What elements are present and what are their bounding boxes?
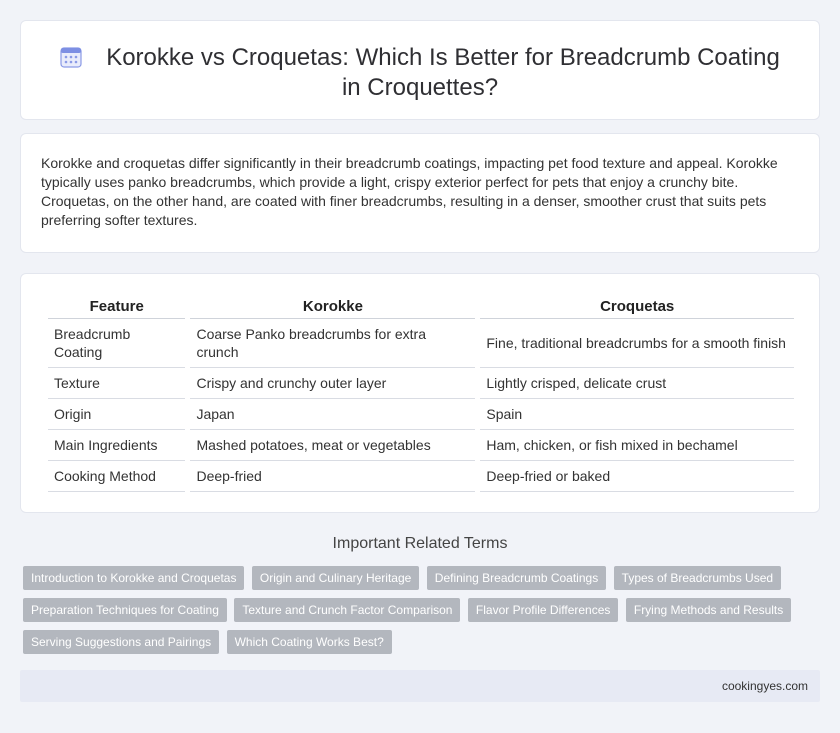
table-cell: Ham, chicken, or fish mixed in bechamel (480, 430, 794, 461)
table-row (48, 430, 794, 461)
header-korokke: Korokke (190, 294, 475, 319)
related-term-tag[interactable]: Serving Suggestions and Pairings (23, 630, 219, 654)
table-cell: Origin (48, 399, 185, 430)
table-cell: Deep-fried (190, 461, 475, 492)
table-cell: Mashed potatoes, meat or vegetables (190, 430, 475, 461)
related-term-tag[interactable]: Defining Breadcrumb Coatings (427, 566, 606, 590)
title-card (20, 20, 820, 120)
related-term-tag[interactable]: Origin and Culinary Heritage (252, 566, 419, 590)
header-croquetas: Croquetas (480, 294, 794, 319)
table-cell: Texture (48, 368, 185, 399)
related-term-tag[interactable]: Types of Breadcrumbs Used (614, 566, 781, 590)
related-term-tag[interactable]: Which Coating Works Best? (227, 630, 392, 654)
table-row (48, 461, 794, 492)
related-term-tag[interactable]: Texture and Crunch Factor Comparison (234, 598, 460, 622)
table-cell: Fine, traditional breadcrumbs for a smooth finish (480, 319, 794, 368)
table-cell: Deep-fried or baked (480, 461, 794, 492)
table-cell: Coarse Panko breadcrumbs for extra crunch (190, 319, 475, 368)
table-cell: Breadcrumb Coating (48, 319, 185, 368)
intro-card (20, 133, 820, 253)
footer (20, 670, 820, 702)
related-terms-heading: Important Related Terms (332, 535, 508, 552)
table-row (48, 368, 794, 399)
related-term-tag[interactable]: Preparation Techniques for Coating (23, 598, 227, 622)
header-feature: Feature (48, 294, 185, 319)
table-row (48, 399, 794, 430)
intro-paragraph: Korokke and croquetas differ significantly in their breadcrumb coatings, impacting pet food texture and appeal. Korokke typically uses panko breadcrumbs, which provide a light, crispy exterior perfect for pets that enjoy a crunchy bite. Croquetas, on the other hand, are coated with finer breadcrumbs, resulting in a denser, smoother crust that suits pets preferring softer textures. (41, 155, 778, 228)
comparison-table (43, 294, 799, 492)
table-cell: Cooking Method (48, 461, 185, 492)
page-title (51, 43, 789, 103)
table-cell: Spain (480, 399, 794, 430)
related-term-tag[interactable]: Flavor Profile Differences (468, 598, 619, 622)
table-cell: Main Ingredients (48, 430, 185, 461)
footer-site-link[interactable]: cookingyes.com (721, 679, 808, 693)
table-cell: Lightly crisped, delicate crust (480, 368, 794, 399)
related-term-tag[interactable]: Frying Methods and Results (626, 598, 791, 622)
page-title-text: Korokke vs Croquetas: Which Is Better for Breadcrumb Coating in Croquettes? (106, 44, 780, 101)
related-terms-list (23, 566, 823, 662)
calendar-icon (60, 46, 82, 68)
comparison-table-card (20, 273, 820, 513)
table-cell: Japan (190, 399, 475, 430)
table-row (48, 319, 794, 368)
related-term-tag[interactable]: Introduction to Korokke and Croquetas (23, 566, 244, 590)
table-cell: Crispy and crunchy outer layer (190, 368, 475, 399)
table-header-row (48, 294, 794, 319)
